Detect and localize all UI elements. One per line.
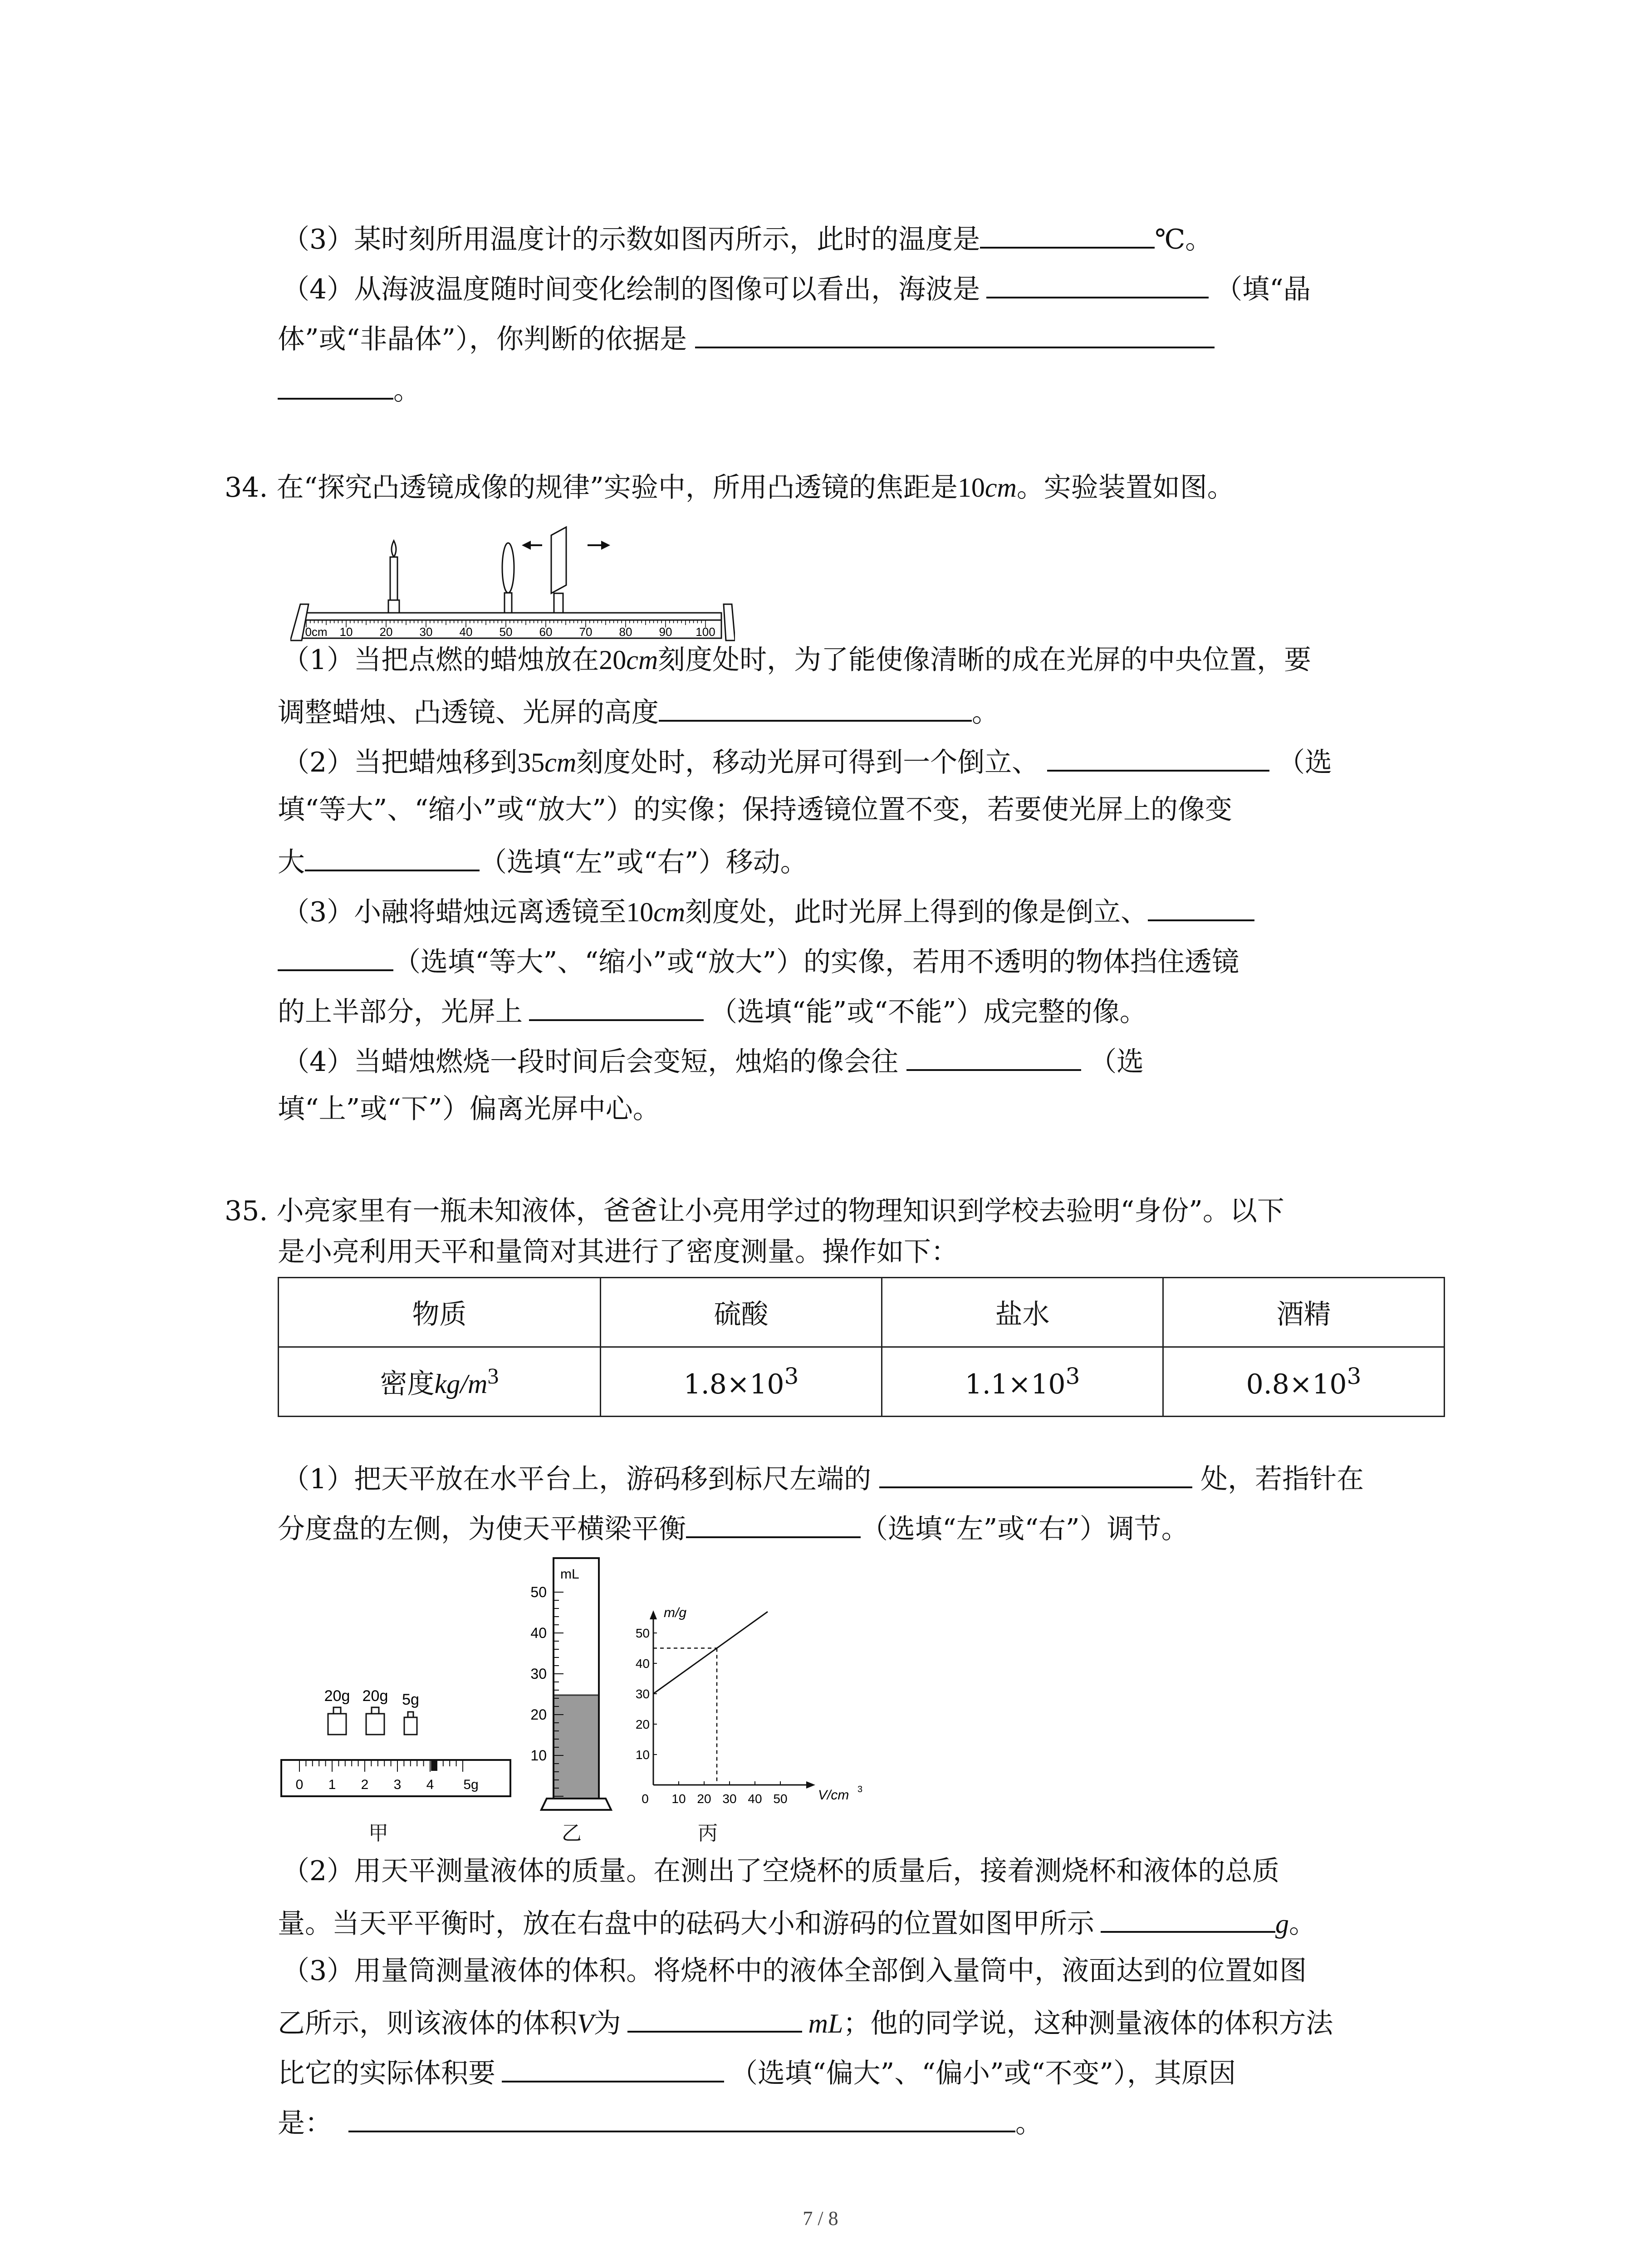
graph-x-tick-label: 30 <box>722 1792 737 1806</box>
answer-blank[interactable] <box>686 1508 861 1538</box>
answer-blank[interactable] <box>906 1041 1081 1071</box>
cylinder-base <box>541 1799 611 1810</box>
graph-x-label-exp: 3 <box>857 1784 863 1794</box>
ruler-tick-label: 80 <box>619 625 632 639</box>
q34-part2 <box>282 742 1332 781</box>
q34-p2-text4: 大 <box>278 846 305 878</box>
graph-x-tick-label: 0 <box>642 1792 649 1806</box>
cylinder-tick-label: 30 <box>530 1666 547 1682</box>
q35-p2-end: 。 <box>1289 1908 1316 1940</box>
density-unit: kg/m <box>434 1369 488 1399</box>
convex-lens-icon <box>502 543 514 593</box>
q34-p3-text4: 的上半部分，光屏上 <box>278 996 523 1028</box>
q34-p1-text3: 调整蜡烛、凸透镜、光屏的高度 <box>278 697 659 728</box>
answer-blank[interactable] <box>1148 891 1254 921</box>
q35-p3-text: （3）用量筒测量液体的体积。将烧杯中的液体全部倒入量筒中，液面达到的位置如图 <box>282 1955 1307 1987</box>
ruler-tick-label: 70 <box>579 625 593 639</box>
answer-blank[interactable] <box>278 941 393 971</box>
figure-caption-jia: 甲 <box>368 1822 388 1845</box>
y-axis-arrow-icon <box>650 1610 657 1619</box>
optical-bench-figure <box>290 517 735 646</box>
graph-y-label: m/g <box>664 1605 687 1620</box>
weight-5g-icon <box>404 1712 417 1735</box>
table-header-cell: 盐水 <box>882 1278 1163 1347</box>
answer-blank[interactable] <box>1101 1903 1275 1933</box>
q35-p2-text2: 量。当天平平衡时，放在右盘中的砝码大小和游码的位置如图甲所示 <box>278 1908 1094 1940</box>
x-axis-arrow-icon <box>806 1781 815 1789</box>
q34-stem-end: 。实验装置如图。 <box>1016 472 1234 503</box>
q33-part4 <box>282 269 1311 308</box>
graph-x-tick-label: 50 <box>773 1792 788 1806</box>
answer-blank[interactable] <box>529 991 704 1021</box>
answer-blank[interactable] <box>659 692 972 722</box>
q35-p3-text7: 是： <box>278 2107 332 2139</box>
table-header-cell: 酒精 <box>1163 1278 1445 1347</box>
q35-stem-line2 <box>278 1234 958 1270</box>
q34-p4-text2: 填“上”或“下”）偏离光屏中心。 <box>278 1093 660 1125</box>
q34-p3-text3: （选填“等大”、“缩小”或“放大”）的实像，若用不透明的物体挡住透镜 <box>393 946 1239 978</box>
scale-tick-label: 1 <box>328 1777 336 1792</box>
table-row-label <box>279 1347 601 1417</box>
answer-blank[interactable] <box>348 2102 1015 2132</box>
q34-p2-text2: 刻度处时，移动光屏可得到一个倒立、 <box>576 747 1039 778</box>
q35-p3-var: V <box>577 2009 594 2038</box>
q34-focal-length: 10 <box>957 473 985 503</box>
table-header-cell: 物质 <box>279 1278 601 1347</box>
graph-y-tick-label: 40 <box>635 1657 650 1671</box>
density-table <box>278 1277 1445 1417</box>
q34-p3-unit: cm <box>653 897 686 927</box>
q35-part2 <box>282 1853 1279 1889</box>
graph-x-label: V/cm <box>818 1788 849 1803</box>
density-value: 1.8×10 <box>683 1369 784 1400</box>
q35-p3-end: 。 <box>1015 2107 1043 2139</box>
answer-blank[interactable] <box>305 841 480 871</box>
candle-flame-icon <box>392 541 396 557</box>
density-exp: 3 <box>784 1363 799 1389</box>
q35-p2-unit: g <box>1275 1909 1289 1939</box>
q35-p1-text: （1）把天平放在水平台上，游码移到标尺左端的 <box>282 1463 872 1495</box>
q34-p3-text2: 刻度处，此时光屏上得到的像是倒立、 <box>685 896 1148 928</box>
q34-p2-end: （选填“左”或“右”）移动。 <box>480 846 808 878</box>
cylinder-tick-label: 40 <box>530 1625 547 1641</box>
table-row <box>279 1347 1445 1417</box>
ruler-tick-label: 40 <box>459 625 473 639</box>
q34-stem-text: 34. 在“探究凸透镜成像的规律”实验中，所用凸透镜的焦距是 <box>225 472 958 503</box>
answer-blank[interactable] <box>980 219 1155 249</box>
q35-p3-text4: ；他的同学说，这种测量液体的体积方法 <box>843 2008 1333 2039</box>
q34-part4 <box>282 1041 1144 1080</box>
ruler-tick-label: 60 <box>539 625 553 639</box>
cylinder-tick-label: 10 <box>530 1747 547 1764</box>
table-cell <box>601 1347 882 1417</box>
q33-p4-text2: 体”或“非晶体”），你判断的依据是 <box>278 323 687 355</box>
page-number: 7 / 8 <box>803 2207 838 2229</box>
q34-p1-text: （1）当把点燃的蜡烛放在 <box>282 644 599 676</box>
table-header-row <box>279 1278 1445 1347</box>
q34-p2-hint: （选 <box>1278 747 1332 778</box>
q34-p3-text: （3）小融将蜡烛远离透镜至 <box>282 896 627 928</box>
density-value: 1.1×10 <box>965 1369 1066 1400</box>
q34-p4-text: （4）当蜡烛燃烧一段时间后会变短，烛焰的像会往 <box>282 1046 899 1078</box>
q35-part1-line2 <box>278 1508 1189 1547</box>
weight-label: 20g <box>324 1687 350 1705</box>
q35-stem <box>225 1193 1284 1229</box>
graph-data-line <box>653 1612 768 1694</box>
q34-part2-line2 <box>278 792 1232 828</box>
ruler-tick-label: 100 <box>696 625 715 639</box>
graph-y-tick-label: 50 <box>635 1626 650 1640</box>
answer-blank[interactable] <box>879 1458 1192 1488</box>
graph-y-tick-label: 10 <box>635 1748 650 1762</box>
graph-y-tick-label: 20 <box>635 1717 650 1731</box>
q34-p1-text2: 刻度处时，为了能使像清晰的成在光屏的中央位置，要 <box>658 644 1312 676</box>
q34-part3 <box>282 891 1254 930</box>
right-arrowhead-icon <box>601 541 610 550</box>
answer-blank[interactable] <box>502 2053 724 2082</box>
ruler-tick-label: 20 <box>379 625 393 639</box>
q35-stem-text: 35. 小亮家里有一瓶未知液体，爸爸让小亮用学过的物理知识到学校去验明“身份”。以下 <box>225 1195 1284 1227</box>
cylinder-labels <box>530 1584 547 1764</box>
ruler-tick-label: 10 <box>339 625 353 639</box>
mass-volume-graph <box>628 1603 873 1810</box>
q35-part3 <box>282 1953 1307 1989</box>
ruler-tick-label: 90 <box>659 625 672 639</box>
light-screen-icon <box>551 527 566 593</box>
q34-part1 <box>282 642 1311 678</box>
screen-holder-icon <box>554 593 563 613</box>
density-unit-exp: 3 <box>487 1363 499 1388</box>
slider-rider-icon <box>431 1760 437 1771</box>
q34-p2-text: （2）当把蜡烛移到 <box>282 747 518 778</box>
q34-stem <box>225 469 1234 506</box>
table-cell <box>882 1347 1163 1417</box>
density-exp: 3 <box>1065 1363 1080 1389</box>
q35-part3-line4 <box>278 2102 1043 2141</box>
scale-tick-label: 2 <box>361 1777 369 1792</box>
candle-icon <box>390 557 397 600</box>
weight-20g-icon <box>366 1707 384 1735</box>
q34-p3-end: （选填“能”或“不能”）成完整的像。 <box>710 996 1147 1028</box>
q34-p1-num: 20 <box>599 645 627 675</box>
q33-part4-line2 <box>278 318 1215 357</box>
table-header-cell: 硫酸 <box>601 1278 882 1347</box>
figure-caption-yi: 乙 <box>562 1822 582 1845</box>
q35-stem-text2: 是小亮利用天平和量筒对其进行了密度测量。操作如下： <box>278 1236 958 1268</box>
q33-part4-line3 <box>278 370 421 409</box>
candle-holder-icon <box>388 600 399 613</box>
q35-p3-text5: 比它的实际体积要 <box>278 2058 495 2089</box>
q34-part3-line3 <box>278 991 1147 1030</box>
weight-label: 20g <box>362 1687 388 1705</box>
cylinder-tick-label: 20 <box>530 1706 547 1723</box>
q34-part3-line2 <box>278 941 1239 980</box>
figure-caption-bing: 丙 <box>698 1822 718 1845</box>
scale-tick-label: 5g <box>463 1777 479 1792</box>
answer-blank[interactable] <box>1047 742 1269 772</box>
scale-tick-label: 0 <box>295 1777 304 1792</box>
q33-p4-hint: （填“晶 <box>1215 274 1311 305</box>
q33-p3-unit: ℃。 <box>1155 224 1213 255</box>
q33-part3 <box>282 219 1212 258</box>
q34-unit: cm <box>985 473 1017 503</box>
q35-p1-end: （选填“左”或“右”）调节。 <box>861 1513 1189 1545</box>
left-arrowhead-icon <box>522 541 531 550</box>
density-exp: 3 <box>1347 1363 1362 1389</box>
q34-part1-line2 <box>278 692 999 731</box>
ruler-tick-label: 0cm <box>305 625 328 639</box>
scale-tick-label: 4 <box>426 1777 434 1792</box>
answer-blank[interactable] <box>986 269 1209 298</box>
balance-scale-figure <box>279 1674 515 1810</box>
q35-p1-text3: 分度盘的左侧，为使天平横梁平衡 <box>278 1513 686 1545</box>
scale-tick-label: 3 <box>393 1777 402 1792</box>
q35-p3-text6: （选填“偏大”、“偏小”或“不变”），其原因 <box>730 2058 1236 2089</box>
q33-p4-end: 。 <box>393 375 421 406</box>
q35-part1 <box>282 1458 1364 1497</box>
answer-blank[interactable] <box>627 2003 802 2033</box>
answer-blank[interactable] <box>278 370 393 400</box>
cylinder-tick-label: 50 <box>530 1584 547 1600</box>
q35-p3-text3: 为 <box>593 2008 621 2039</box>
optical-bench-rail <box>302 613 721 620</box>
q34-p2-text3: 填“等大”、“缩小”或“放大”）的实像；保持透镜位置不变，若要使光屏上的像变 <box>278 794 1233 826</box>
q35-part3-line2 <box>278 2003 1333 2042</box>
q33-p3-text: （3）某时刻所用温度计的示数如图丙所示，此时的温度是 <box>282 224 980 255</box>
lens-holder-icon <box>505 593 512 613</box>
graph-y-tick-label: 30 <box>635 1687 650 1701</box>
weight-20g-icon <box>328 1707 346 1735</box>
q33-p4-text: （4）从海波温度随时间变化绘制的图像可以看出，海波是 <box>282 274 980 305</box>
cylinder-liquid <box>554 1695 598 1798</box>
q35-p3-text2: 乙所示，则该液体的体积 <box>278 2008 577 2039</box>
q34-p1-unit: cm <box>626 645 658 675</box>
graph-x-tick-label: 10 <box>671 1792 686 1806</box>
q34-p2-num: 35 <box>517 748 545 777</box>
graph-x-tick-label: 40 <box>748 1792 762 1806</box>
graph-x-tick-label: 20 <box>697 1792 711 1806</box>
q34-p1-end: 。 <box>972 697 999 728</box>
density-label: 密度 <box>380 1368 435 1400</box>
ruler-tick-label: 50 <box>499 625 513 639</box>
graduated-cylinder-figure <box>515 1556 619 1812</box>
q34-part4-line2 <box>278 1091 660 1127</box>
density-value: 0.8×10 <box>1246 1369 1347 1400</box>
q35-p2-text: （2）用天平测量液体的质量。在测出了空烧杯的质量后，接着测烧杯和液体的总质 <box>282 1855 1280 1887</box>
weight-label: 5g <box>402 1691 419 1708</box>
q35-part3-line3 <box>278 2053 1236 2092</box>
graph-y-tick-labels <box>636 1626 650 1762</box>
table-cell <box>1163 1347 1445 1417</box>
cylinder-unit-label: mL <box>560 1567 579 1582</box>
q34-p4-hint: （选 <box>1089 1046 1144 1078</box>
q34-p2-unit: cm <box>544 748 577 777</box>
graph-x-tick-labels <box>642 1792 787 1806</box>
ruler-tick-label: 30 <box>419 625 433 639</box>
q35-part2-line2 <box>278 1903 1316 1942</box>
answer-blank[interactable] <box>695 318 1215 348</box>
bench-right-leg <box>724 604 735 640</box>
q35-p3-unit: mL <box>808 2009 843 2038</box>
q35-p1-text2: 处，若指针在 <box>1200 1463 1364 1495</box>
q34-part2-line3 <box>278 841 808 880</box>
q34-p3-num: 10 <box>626 897 654 927</box>
